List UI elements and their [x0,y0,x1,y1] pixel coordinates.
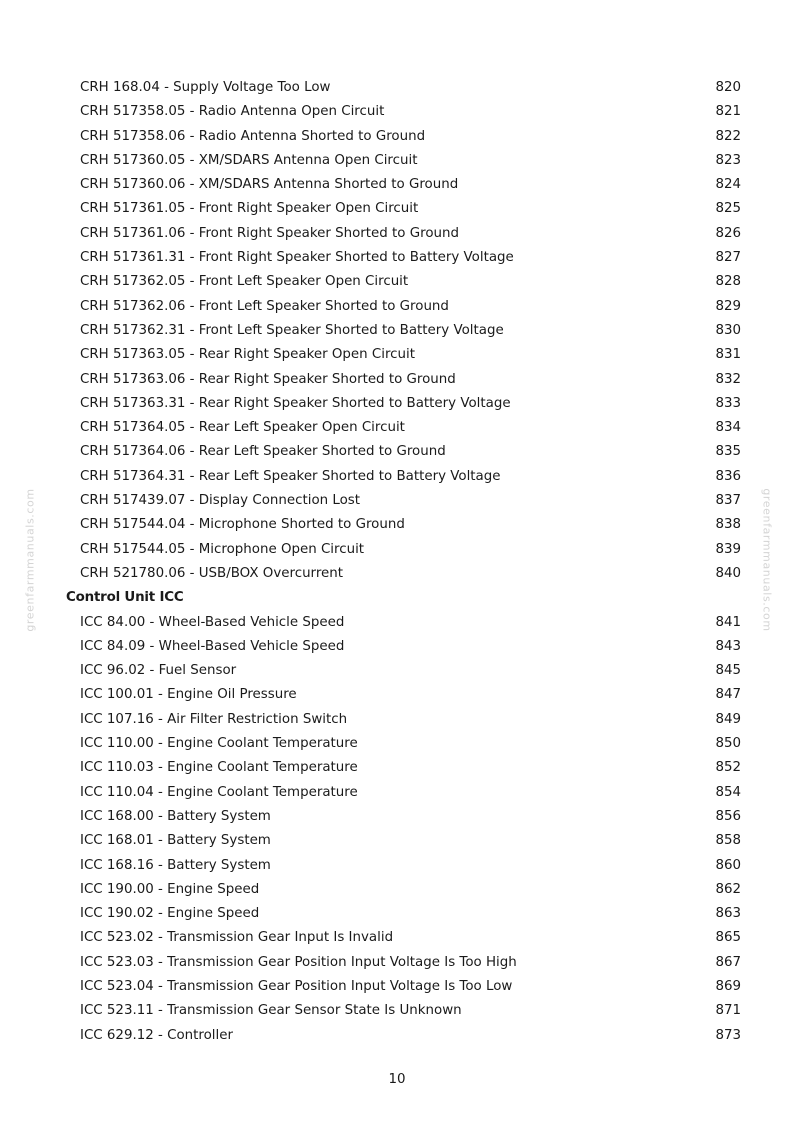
toc-entry-title[interactable]: CRH 517358.06 - Radio Antenna Shorted to Ground [80,128,426,144]
toc-entry-page-number[interactable]: 834 [715,420,741,436]
toc-entry-page-number[interactable]: 867 [715,954,741,970]
toc-entry-title[interactable]: ICC 523.04 - Transmission Gear Position Input Voltage Is Too Low [80,978,513,994]
toc-entry[interactable] [0,635,794,659]
toc-entry-page-number[interactable]: 863 [715,906,741,922]
toc-entry-title[interactable]: CRH 517364.31 - Rear Left Speaker Shorted to Battery Voltage [80,468,501,484]
toc-entry-title[interactable]: ICC 110.03 - Engine Coolant Temperature [80,760,358,776]
toc-entry-page-number[interactable]: 845 [715,663,741,679]
toc-entry[interactable] [0,489,794,513]
toc-entry-page-number[interactable]: 865 [715,930,741,946]
toc-entry-title[interactable]: CRH 517361.31 - Front Right Speaker Shorted to Battery Voltage [80,250,514,266]
toc-entry-page-number[interactable]: 835 [715,444,741,460]
toc-entry-page-number[interactable]: 823 [715,152,741,168]
page-number: 10 [388,1072,406,1087]
toc-entry-page-number[interactable]: 825 [715,201,741,217]
toc-entry-page-number[interactable]: 828 [715,274,741,290]
toc-entry-title[interactable]: ICC 523.03 - Transmission Gear Position Input Voltage Is Too High [80,954,517,970]
toc-entry[interactable] [0,611,794,635]
toc-entry-page-number[interactable]: 862 [715,881,741,897]
toc-entry[interactable] [0,708,794,732]
toc-entry-page-number[interactable]: 841 [715,614,741,630]
toc-entry-title[interactable]: ICC 110.04 - Engine Coolant Temperature [80,784,358,800]
toc-entry[interactable] [0,975,794,999]
toc-entry[interactable] [0,125,794,149]
toc-entry-title[interactable]: CRH 517362.05 - Front Left Speaker Open Circuit [80,274,409,290]
toc-entry-title[interactable]: CRH 517362.06 - Front Left Speaker Shorted to Ground [80,298,449,314]
watermark-left: greenfarmmanuals.com [23,488,37,632]
toc-entry-page-number[interactable]: 830 [715,322,741,338]
toc-entry-page-number[interactable]: 850 [715,736,741,752]
toc-entry[interactable] [0,343,794,367]
toc-entry-page-number[interactable]: 843 [715,638,741,654]
toc-entry[interactable] [0,246,794,270]
toc-entry-page-number[interactable]: 820 [715,80,741,95]
toc-entry[interactable] [0,926,794,950]
section-heading-title: Control Unit ICC [66,590,184,606]
toc-entry[interactable] [0,829,794,853]
toc-entry[interactable] [0,805,794,829]
toc-entry-title[interactable]: CRH 517364.05 - Rear Left Speaker Open Circuit [80,420,405,436]
toc-entry-title[interactable]: CRH 517364.06 - Rear Left Speaker Shorted to Ground [80,444,446,460]
toc-entry-title[interactable]: CRH 517360.05 - XM/SDARS Antenna Open Circuit [80,152,418,168]
toc-entry-title[interactable]: ICC 168.00 - Battery System [80,808,271,824]
toc-entry-title[interactable]: CRH 517544.05 - Microphone Open Circuit [80,541,365,557]
toc-entry-page-number[interactable]: 829 [715,298,741,314]
watermark-right: greenfarmmanuals.com [760,488,774,632]
toc-entry[interactable] [0,659,794,683]
toc-entry-title[interactable]: CRH 517358.05 - Radio Antenna Open Circuit [80,104,385,120]
toc-entry[interactable] [0,951,794,975]
toc-entry[interactable] [0,319,794,343]
toc-entry-page-number[interactable]: 869 [715,978,741,994]
toc-entry-title[interactable]: ICC 96.02 - Fuel Sensor [80,663,237,679]
toc-entry-page-number[interactable]: 833 [715,395,741,411]
toc-entry[interactable] [0,781,794,805]
toc-entry[interactable] [0,416,794,440]
toc-entry-title[interactable]: ICC 523.11 - Transmission Gear Sensor State Is Unknown [80,1003,462,1019]
toc-entry-page-number[interactable]: 827 [715,250,741,266]
toc-entry-page-number[interactable]: 849 [715,711,741,727]
toc-entry-title[interactable]: CRH 521780.06 - USB/BOX Overcurrent [80,565,344,581]
toc-entry-page-number[interactable]: 847 [715,687,741,703]
toc-entry-page-number[interactable]: 854 [715,784,741,800]
toc-entry[interactable] [0,756,794,780]
toc-entry-page-number[interactable]: 832 [715,371,741,387]
toc-entry-title[interactable]: CRH 517363.31 - Rear Right Speaker Shorted to Battery Voltage [80,395,511,411]
toc-entry-page-number[interactable]: 831 [715,347,741,363]
toc-entry-title[interactable]: CRH 517363.05 - Rear Right Speaker Open Circuit [80,347,416,363]
toc-entry[interactable] [0,732,794,756]
toc-entry-title[interactable]: ICC 190.00 - Engine Speed [80,881,260,897]
toc-entry-page-number[interactable]: 837 [715,493,741,509]
toc-entry-page-number[interactable]: 856 [715,808,741,824]
toc-entry-title[interactable]: CRH 517361.05 - Front Right Speaker Open Circuit [80,201,419,217]
toc-entry-title[interactable]: ICC 100.01 - Engine Oil Pressure [80,687,297,703]
toc-entry-page-number[interactable]: 822 [715,128,741,144]
toc-entry[interactable] [0,76,794,100]
toc-entry-page-number[interactable]: 838 [715,517,741,533]
toc-entry[interactable] [0,513,794,537]
toc-entry-page-number[interactable]: 839 [715,541,741,557]
toc-entry-title[interactable]: CRH 168.04 - Supply Voltage Too Low [80,80,331,95]
toc-entry-page-number[interactable]: 826 [715,225,741,241]
toc-entry[interactable] [0,902,794,926]
toc-entry[interactable] [0,465,794,489]
toc-entry-title[interactable]: ICC 107.16 - Air Filter Restriction Switch [80,711,348,727]
toc-entry[interactable] [0,295,794,319]
toc-entry-page-number[interactable]: 824 [715,177,741,193]
toc-entry-page-number[interactable]: 821 [715,104,741,120]
toc-entry-page-number[interactable]: 836 [715,468,741,484]
toc-entry-title[interactable]: CRH 517439.07 - Display Connection Lost [80,493,361,509]
section-heading [0,586,794,610]
toc-entry[interactable] [0,683,794,707]
toc-entry[interactable] [0,100,794,124]
toc-entry-page-number[interactable]: 840 [715,565,741,581]
toc-entry[interactable] [0,173,794,197]
toc-entry-page-number[interactable]: 858 [715,833,741,849]
toc-entry-title[interactable]: ICC 629.12 - Controller [80,1027,233,1043]
toc-entry[interactable] [0,878,794,902]
toc-entry[interactable] [0,440,794,464]
toc-entry[interactable] [0,368,794,392]
toc-entry[interactable] [0,222,794,246]
toc-entry-title[interactable]: ICC 190.02 - Engine Speed [80,906,260,922]
table-of-contents [0,76,794,1048]
toc-entry[interactable] [0,149,794,173]
toc-entry[interactable] [0,538,794,562]
toc-entry[interactable] [0,1024,794,1048]
toc-entry-page-number[interactable]: 852 [715,760,741,776]
toc-entry-title[interactable]: CRH 517360.06 - XM/SDARS Antenna Shorted to Ground [80,177,459,193]
toc-entry-title[interactable]: ICC 84.09 - Wheel-Based Vehicle Speed [80,638,345,654]
toc-entry-title[interactable]: CRH 517544.04 - Microphone Shorted to Ground [80,517,405,533]
toc-entry-title[interactable]: ICC 84.00 - Wheel-Based Vehicle Speed [80,614,345,630]
toc-entry-title[interactable]: CRH 517362.31 - Front Left Speaker Shorted to Battery Voltage [80,322,504,338]
toc-entry-title[interactable]: CRH 517363.06 - Rear Right Speaker Shorted to Ground [80,371,456,387]
toc-entry-title[interactable]: ICC 168.01 - Battery System [80,833,271,849]
toc-entry-page-number[interactable]: 860 [715,857,741,873]
toc-entry-title[interactable]: ICC 168.16 - Battery System [80,857,271,873]
toc-entry-title[interactable]: ICC 523.02 - Transmission Gear Input Is Invalid [80,930,394,946]
toc-entry[interactable] [0,999,794,1023]
toc-entry[interactable] [0,197,794,221]
toc-entry[interactable] [0,854,794,878]
toc-entry-title[interactable]: CRH 517361.06 - Front Right Speaker Shorted to Ground [80,225,459,241]
toc-entry[interactable] [0,562,794,586]
toc-entry-page-number[interactable]: 873 [715,1027,741,1043]
toc-entry-title[interactable]: ICC 110.00 - Engine Coolant Temperature [80,736,358,752]
toc-entry-page-number[interactable]: 871 [715,1003,741,1019]
toc-entry[interactable] [0,270,794,294]
toc-entry[interactable] [0,392,794,416]
